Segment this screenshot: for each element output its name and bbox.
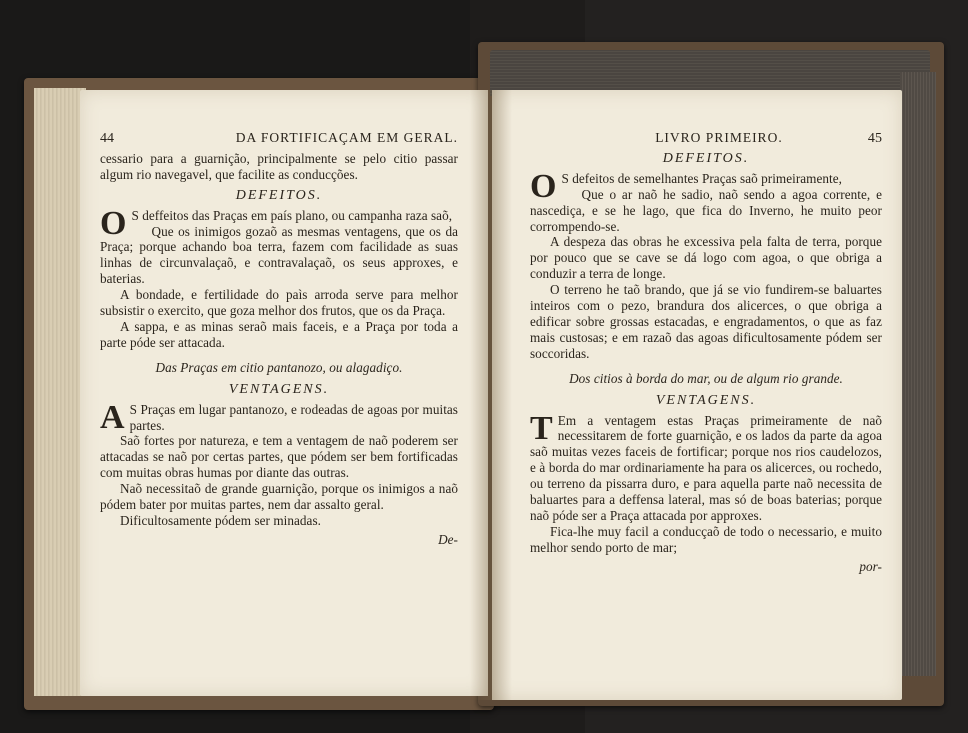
left-catchword: De- xyxy=(438,531,458,547)
right-para-terreno: O terreno he taõ brando, que já se vio fundirem-se baluartes inteiros com o pezo, brandura dos alicerces, o que obriga a edificar sobre grossas estacadas, e engradamentos, o que as faz mais custosas; e em razaõ das agoas dificultosamente pódem ser soccoridas. xyxy=(530,282,882,361)
right-page-number: 45 xyxy=(867,131,882,146)
left-opening-paragraph: cessario para a guarnição, principalmente se pelo citio passar algum rio navegavel, que facilite as conducções. xyxy=(100,150,458,182)
page-edges-left xyxy=(34,88,86,696)
left-page-number: 44 xyxy=(100,131,115,146)
left-heading-defeitos: DEFEITOS. xyxy=(235,187,323,203)
left-para-fortes: Saõ fortes por natureza, e tem a ventagem de naõ poderem ser attacadas se naõ por certas partes, que pódem ser bem fortificadas com muitas obras humas por diante das outras. xyxy=(100,433,458,481)
left-para-guarnicao: Naõ necessitaõ de grande guarnição, porque os inimigos a naõ pódem bater por muitas partes, nem dar assalto geral. xyxy=(100,481,458,513)
right-para-ar: Que o ar naõ he sadio, naõ sendo a agoa corrente, e nascediça, e se he lago, que fica do Inverno, he muito peor corrompendo-se. xyxy=(530,186,882,234)
left-subheading: Das Praças em citio pantanozo, ou alagadiço. xyxy=(155,359,403,375)
left-para-minadas: Dificultosamente pódem ser minadas. xyxy=(120,512,321,528)
dropcap-o-left: O xyxy=(100,204,127,242)
right-running-title: LIVRO PRIMEIRO. xyxy=(655,130,783,145)
book-gutter xyxy=(470,90,512,700)
left-running-head xyxy=(100,130,458,147)
left-para-inimigos: Que os inimigos gozaõ as mesmas ventagens, que os da Praça; porque achando boa terra, fazem com facilidade as suas linhas de circunvalaçaõ, e contravalaçaõ, os seus approxes, e baterias. xyxy=(100,223,458,287)
left-para-bondade: A bondade, e fertilidade do paìs arroda serve para melhor subsistir o exercito, que goza melhor dos frutos, que os da Praça. xyxy=(100,287,458,319)
right-heading-ventagens: VENTAGENS. xyxy=(655,392,757,408)
dropcap-a-left: A xyxy=(100,398,125,436)
left-para-pantanozo-text: S Praças em lugar pantanozo, e rodeadas de agoas por muitas partes. xyxy=(129,401,458,433)
dropcap-t-right: T xyxy=(530,409,553,447)
right-para-conducao: Fica-lhe muy facil a conducçaõ de todo o necessario, e muito melhor sendo porto de mar; xyxy=(530,523,882,555)
right-para-despeza: A despeza das obras he excessiva pela falta de terra, porque por pouco que se cave se dá logo com agoa, o que obriga a conduzir a terra de longe. xyxy=(530,234,882,282)
right-page-text xyxy=(530,130,882,575)
left-heading-ventagens: VENTAGENS. xyxy=(228,381,330,397)
dropcap-o-right: O xyxy=(530,167,557,205)
right-para-ventagem-text: Em a ventagem estas Praças primeiramente de naõ necessitarem de forte guarnição, e os lados da parte da agoa saõ muitas vezes faceis de fortificar; porque nos rios caudelozos, e à borda do mar ordinariamente ha para os alicerces, ou rochedo, ou terreno da pissarra duro, e para aquella parte naõ necessita de baluartes para a deffensa lateral, mas só de boas baterias; porque naõ póde ser a Praça attacada por approxes. xyxy=(530,412,882,523)
right-para-defeitos-text: S defeitos de semelhantes Praças saõ primeiramente, xyxy=(561,170,842,186)
left-page-text xyxy=(100,130,458,548)
right-catchword: por- xyxy=(859,558,882,574)
right-para-defeitos xyxy=(530,167,882,205)
left-running-title: DA FORTIFICAÇAM EM GERAL. xyxy=(235,130,458,145)
left-para-sappa: A sappa, e as minas seraõ mais faceis, e a Praça por toda a parte póde ser attacada. xyxy=(100,318,458,350)
left-para-defeitos-text: S deffeitos das Praças em país plano, ou campanha raza saõ, xyxy=(131,207,453,223)
right-heading-defeitos: DEFEITOS. xyxy=(662,150,750,166)
right-para-ventagem xyxy=(530,409,882,524)
left-para-pantanozo xyxy=(100,398,458,436)
right-subheading: Dos citios à borda do mar, ou de algum rio grande. xyxy=(569,370,843,386)
left-para-defeitos xyxy=(100,204,458,242)
right-running-head xyxy=(530,130,882,147)
page-edges-right xyxy=(900,72,936,676)
